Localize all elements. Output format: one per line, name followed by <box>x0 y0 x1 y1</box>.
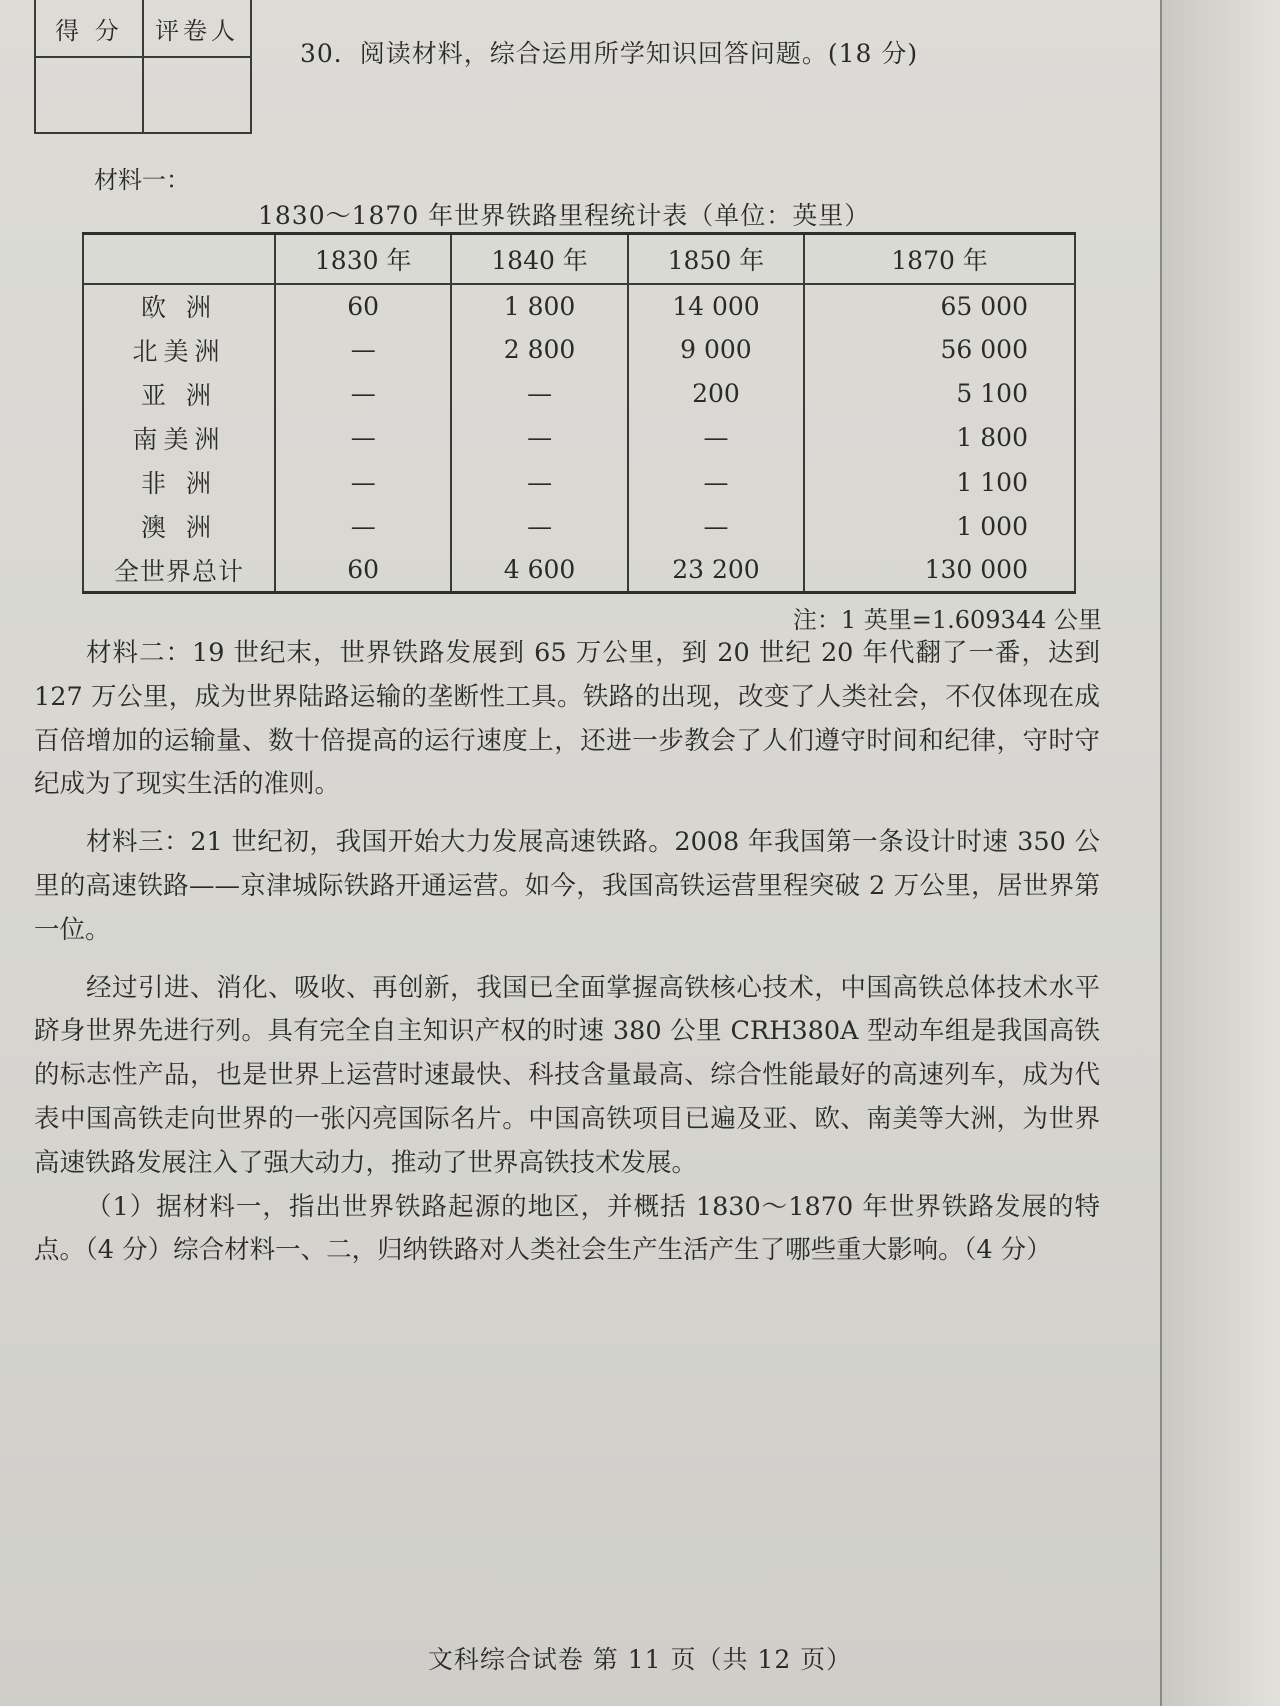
page-footer: 文科综合试卷 第 11 页（共 12 页） <box>427 1645 853 1674</box>
table-header-1830: 1830 年 <box>275 234 451 284</box>
value-cell: — <box>275 416 451 460</box>
value-cell: 56 000 <box>804 328 1075 372</box>
value-cell: 1 800 <box>804 416 1075 460</box>
value-cell: — <box>275 328 451 372</box>
value-cell: 4 600 <box>451 548 627 592</box>
region-cell: 非 洲 <box>83 460 275 504</box>
table-note: 注：1 英里=1.609344 公里 <box>792 606 1102 634</box>
value-cell: — <box>275 460 451 504</box>
value-cell: — <box>451 372 627 416</box>
question-title: 30．阅读材料，综合运用所学知识回答问题。(18 分) <box>300 39 919 68</box>
material1-label: 材料一： <box>94 166 190 194</box>
value-cell: — <box>628 460 804 504</box>
value-cell: 130 000 <box>804 548 1075 592</box>
region-cell: 北美洲 <box>83 328 275 372</box>
region-cell: 亚 洲 <box>83 372 275 416</box>
materials-body <box>34 632 1100 1273</box>
value-cell: 5 100 <box>804 372 1075 416</box>
table-header-1870: 1870 年 <box>804 234 1075 284</box>
value-cell: — <box>451 416 627 460</box>
value-cell: 9 000 <box>628 328 804 372</box>
value-cell: 60 <box>275 284 451 328</box>
table-total-row <box>83 548 1075 592</box>
value-cell: 1 100 <box>804 460 1075 504</box>
table-header-1850: 1850 年 <box>628 234 804 284</box>
value-cell: 23 200 <box>628 548 804 592</box>
value-cell: 2 800 <box>451 328 627 372</box>
region-cell: 澳 洲 <box>83 504 275 548</box>
value-cell: 1 800 <box>451 284 627 328</box>
value-cell: — <box>275 504 451 548</box>
score-cell <box>36 58 144 132</box>
material3-paragraph-2: 经过引进、消化、吸收、再创新，我国已全面掌握高铁核心技术，中国高铁总体技术水平跻身世界先进行列。具有完全自主知识产权的时速 380 公里 CRH380A 型动车组是我国高铁的标志性产品，也是世界上运营时速最快、科技含量最高、综合性能最好的高速列车，成为代表中国高铁走向世界的一张闪亮国际名片。中国高铁项目已遍及亚、欧、南美等大洲，为世界高速铁路发展注入了强大动力，推动了世界高铁技术发展。 <box>34 972 1100 1178</box>
value-cell: — <box>628 504 804 548</box>
table-header-corner <box>83 234 275 284</box>
subquestion-1: （1）据材料一，指出世界铁路起源的地区，并概括 1830～1870 年世界铁路发展的特点。（4 分）综合材料一、二，归纳铁路对人类社会生产生活产生了哪些重大影响。（4 分） <box>34 1191 1100 1266</box>
value-cell: 1 000 <box>804 504 1075 548</box>
table-row <box>83 328 1075 372</box>
page-edge <box>1160 0 1280 1706</box>
value-cell: — <box>628 416 804 460</box>
table-header-row <box>83 234 1075 284</box>
table-row <box>83 416 1075 460</box>
railway-mileage-table <box>82 232 1076 594</box>
grader-cell <box>144 58 250 132</box>
value-cell: 60 <box>275 548 451 592</box>
region-cell: 欧 洲 <box>83 284 275 328</box>
table-title: 1830～1870 年世界铁路里程统计表（单位：英里） <box>258 201 871 230</box>
grader-header: 评卷人 <box>144 0 250 58</box>
value-cell: — <box>451 460 627 504</box>
table-row <box>83 504 1075 548</box>
value-cell: 65 000 <box>804 284 1075 328</box>
material2-paragraph: 材料二：19 世纪末，世界铁路发展到 65 万公里，到 20 世纪 20 年代翻了一番，达到 127 万公里，成为世界陆路运输的垄断性工具。铁路的出现，改变了人类社会，不仅体现在成百倍增加的运输量、数十倍提高的运行速度上，还进一步教会了人们遵守时间和纪律，守时守纪成为了现实生活的准则。 <box>34 638 1100 800</box>
value-cell: 14 000 <box>628 284 804 328</box>
table-row <box>83 372 1075 416</box>
score-header: 得 分 <box>36 0 144 58</box>
value-cell: 200 <box>628 372 804 416</box>
region-cell: 全世界总计 <box>83 548 275 592</box>
score-box <box>34 0 252 134</box>
table-row <box>83 460 1075 504</box>
table-header-1840: 1840 年 <box>451 234 627 284</box>
material3-paragraph: 材料三：21 世纪初，我国开始大力发展高速铁路。2008 年我国第一条设计时速 350 公里的高速铁路——京津城际铁路开通运营。如今，我国高铁运营里程突破 2 万公里，居世界第一位。 <box>34 827 1100 945</box>
value-cell: — <box>275 372 451 416</box>
table-row <box>83 284 1075 328</box>
region-cell: 南美洲 <box>83 416 275 460</box>
value-cell: — <box>451 504 627 548</box>
